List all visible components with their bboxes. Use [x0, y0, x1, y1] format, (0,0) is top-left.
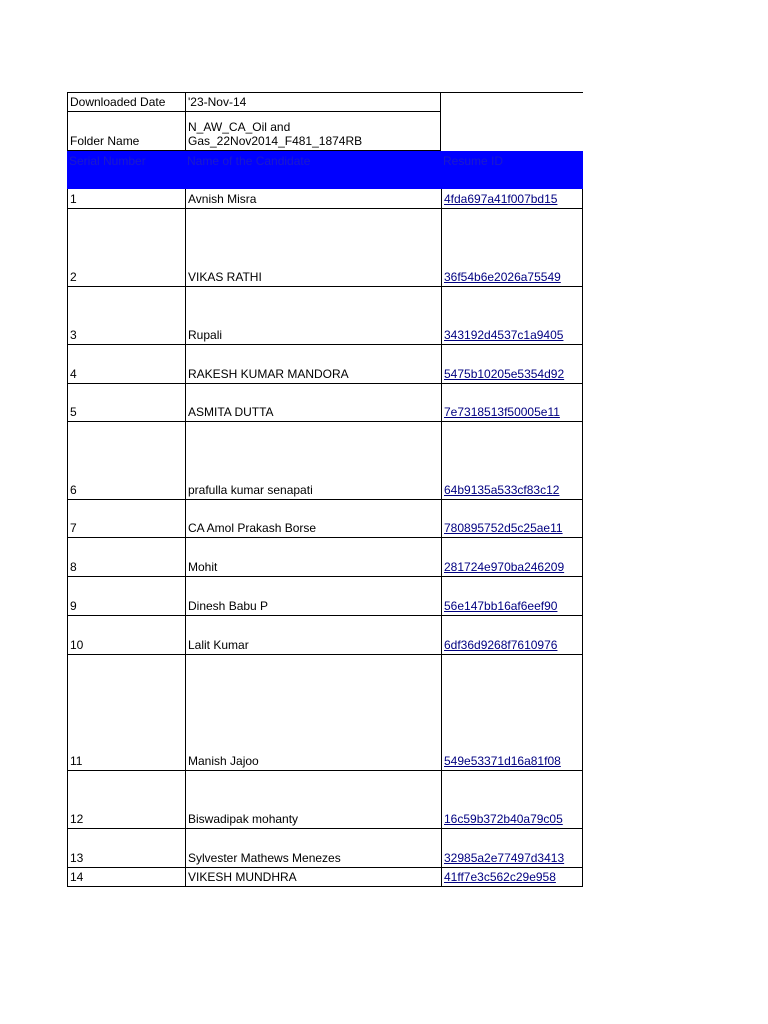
candidate-name-cell: Sylvester Mathews Menezes	[185, 829, 441, 868]
resume-id-link[interactable]: 549e53371d16a81f08	[444, 754, 561, 768]
serial-number-cell: 13	[67, 829, 185, 868]
resume-id-link[interactable]: 7e7318513f50005e11	[444, 405, 560, 419]
candidate-spreadsheet	[67, 92, 583, 887]
folder-name-label: Folder Name	[67, 112, 185, 151]
downloaded-date-empty-cell	[441, 92, 583, 112]
table-row	[67, 655, 583, 771]
resume-id-cell	[441, 209, 583, 287]
downloaded-date-label: Downloaded Date	[67, 92, 185, 112]
resume-id-link[interactable]: 5475b10205e5354d92	[444, 367, 565, 381]
candidate-name-cell: ASMITA DUTTA	[185, 384, 441, 422]
resume-id-cell	[441, 771, 583, 829]
candidate-rows	[67, 189, 583, 887]
serial-number-cell: 11	[67, 655, 185, 771]
candidate-name-cell: Manish Jajoo	[185, 655, 441, 771]
resume-id-link[interactable]: 56e147bb16af6eef90	[444, 599, 558, 613]
candidate-name-cell: VIKAS RATHI	[185, 209, 441, 287]
table-row	[67, 345, 583, 384]
table-row	[67, 189, 583, 209]
candidate-name-cell: Lalit Kumar	[185, 616, 441, 655]
table-row	[67, 500, 583, 538]
candidate-name-cell: Rupali	[185, 287, 441, 345]
folder-name-value: N_AW_CA_Oil and Gas_22Nov2014_F481_1874RB	[185, 112, 441, 151]
serial-number-cell: 6	[67, 422, 185, 500]
resume-id-link[interactable]: 780895752d5c25ae11	[444, 521, 563, 535]
serial-number-header: Serial Number	[69, 154, 146, 168]
candidate-name-cell: Avnish Misra	[185, 189, 441, 209]
serial-number-cell: 2	[67, 209, 185, 287]
resume-id-cell	[441, 345, 583, 384]
table-row	[67, 384, 583, 422]
resume-id-cell	[441, 384, 583, 422]
table-row	[67, 868, 583, 887]
candidate-name-cell: Dinesh Babu P	[185, 577, 441, 616]
resume-id-link[interactable]: 64b9135a533cf83c12	[444, 483, 560, 497]
resume-id-cell	[441, 577, 583, 616]
resume-id-link[interactable]: 6df36d9268f7610976	[444, 638, 558, 652]
folder-name-empty-cell	[441, 112, 583, 151]
resume-id-header: Resume ID	[443, 154, 504, 168]
resume-id-cell	[441, 868, 583, 887]
table-row	[67, 422, 583, 500]
serial-number-cell: 3	[67, 287, 185, 345]
resume-id-link[interactable]: 36f54b6e2026a75549	[444, 270, 561, 284]
table-row	[67, 577, 583, 616]
resume-id-cell	[441, 422, 583, 500]
table-row	[67, 616, 583, 655]
candidate-name-cell: VIKESH MUNDHRA	[185, 868, 441, 887]
table-row	[67, 829, 583, 868]
serial-number-cell: 5	[67, 384, 185, 422]
candidate-name-cell: Biswadipak mohanty	[185, 771, 441, 829]
resume-id-cell	[441, 538, 583, 577]
table-row	[67, 287, 583, 345]
serial-number-cell: 7	[67, 500, 185, 538]
candidate-name-cell: Mohit	[185, 538, 441, 577]
blank-header-row	[67, 170, 583, 189]
serial-number-cell: 14	[67, 868, 185, 887]
serial-number-cell: 1	[67, 189, 185, 209]
resume-id-cell	[441, 189, 583, 209]
resume-id-link[interactable]: 41ff7e3c562c29e958	[444, 870, 556, 884]
resume-id-link[interactable]: 32985a2e77497d3413	[444, 851, 565, 865]
resume-id-cell	[441, 287, 583, 345]
table-row	[67, 771, 583, 829]
resume-id-cell	[441, 829, 583, 868]
resume-id-link[interactable]: 281724e970ba246209	[444, 560, 565, 574]
downloaded-date-row	[67, 92, 583, 112]
candidate-name-header: Name of the Candidate	[187, 154, 311, 168]
resume-id-cell	[441, 655, 583, 771]
candidate-name-cell: RAKESH KUMAR MANDORA	[185, 345, 441, 384]
resume-id-link[interactable]: 343192d4537c1a9405	[444, 328, 564, 342]
serial-number-cell: 8	[67, 538, 185, 577]
candidate-name-cell: prafulla kumar senapati	[185, 422, 441, 500]
column-header-row	[67, 151, 583, 170]
serial-number-cell: 10	[67, 616, 185, 655]
resume-id-cell	[441, 616, 583, 655]
serial-number-cell: 4	[67, 345, 185, 384]
serial-number-cell: 9	[67, 577, 185, 616]
table-row	[67, 538, 583, 577]
candidate-name-cell: CA Amol Prakash Borse	[185, 500, 441, 538]
resume-id-link[interactable]: 16c59b372b40a79c05	[444, 812, 563, 826]
downloaded-date-value: '23-Nov-14	[185, 92, 441, 112]
folder-name-row	[67, 112, 583, 151]
serial-number-cell: 12	[67, 771, 185, 829]
resume-id-link[interactable]: 4fda697a41f007bd15	[444, 192, 558, 206]
table-row	[67, 209, 583, 287]
resume-id-cell	[441, 500, 583, 538]
